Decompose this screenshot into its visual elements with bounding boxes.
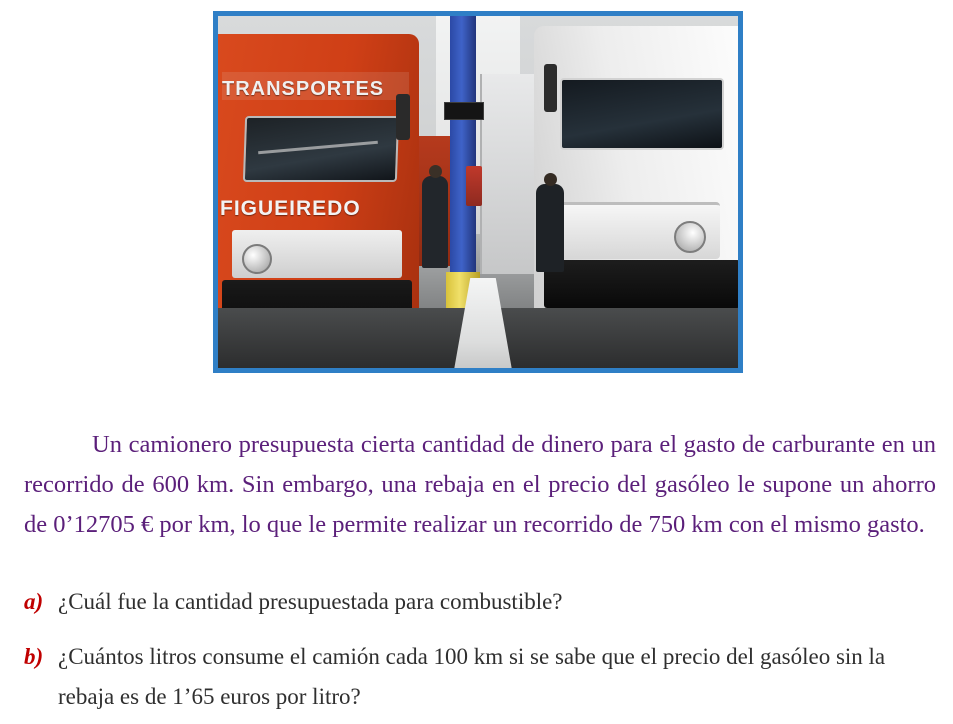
attendant-right bbox=[536, 184, 564, 272]
question-a-label: a) bbox=[24, 589, 44, 614]
truck-white-right bbox=[534, 26, 743, 336]
fuel-pump-display bbox=[444, 102, 484, 120]
question-b-label: b) bbox=[24, 644, 44, 669]
truck-red-grille bbox=[232, 230, 402, 278]
fuel-station-photo bbox=[218, 16, 738, 368]
fuel-pump-column bbox=[450, 16, 476, 274]
photo-frame bbox=[213, 11, 743, 373]
problem-statement: Un camionero presupuesta cierta cantidad de dinero para el gasto de carburante en un recorrido de 600 km. Sin embargo, una rebaja en el precio del gasóleo le supone un ahorro de 0’12705 € por km, lo que le permite realizar un recorrido de 750 km con el mismo gasto. bbox=[24, 430, 936, 538]
fuel-nozzle-icon bbox=[466, 166, 482, 206]
truck-white-windshield bbox=[560, 78, 724, 150]
attendant-left bbox=[422, 176, 448, 268]
question-item-a bbox=[24, 582, 936, 622]
question-item-b bbox=[24, 637, 936, 717]
truck-red-mirror bbox=[396, 94, 410, 140]
truck-red-company-line1: TRANSPORTES bbox=[222, 78, 385, 100]
truck-red-windshield bbox=[243, 116, 399, 182]
question-b-text: ¿Cuántos litros consume el camión cada 100 km si se sabe que el precio del gasóleo sin la rebaja es de 1’65 euros por litro? bbox=[58, 644, 886, 709]
truck-white-bumper bbox=[544, 260, 740, 308]
truck-white-mirror bbox=[544, 64, 557, 112]
truck-white-grille bbox=[558, 202, 720, 259]
question-a-text: ¿Cuál fue la cantidad presupuestada para combustible? bbox=[58, 589, 563, 614]
truck-red-left bbox=[214, 34, 419, 334]
truck-red-company-line2: FIGUEIREDO bbox=[220, 197, 361, 220]
